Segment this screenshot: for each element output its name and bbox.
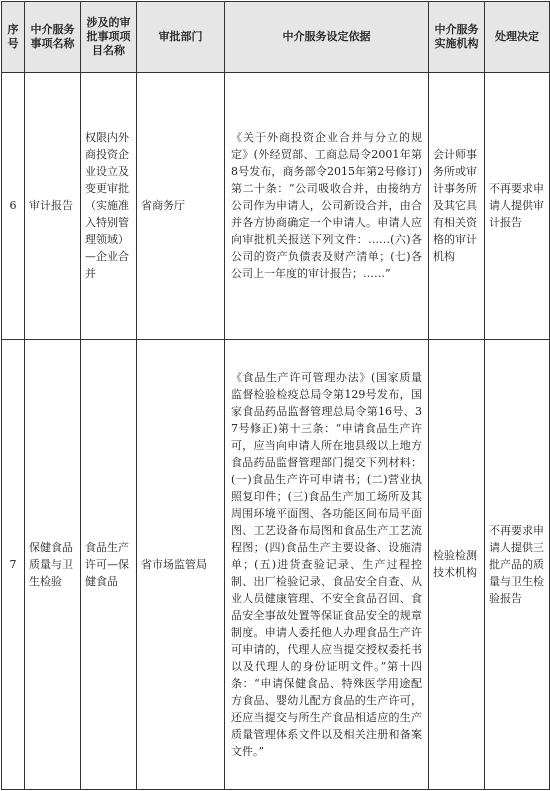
table-row [2, 339, 550, 789]
cell-decision: 不再要求申请人提供审计报告 [485, 73, 550, 340]
cell-service-name: 审计报告 [25, 73, 81, 340]
header-approval-item: 涉及的审批事项项目名称 [81, 2, 137, 73]
table-row [2, 73, 550, 340]
document-page [1, 1, 549, 790]
header-serial-number: 序号 [2, 2, 25, 73]
cell-approval-item: 食品生产许可—保健食品 [81, 339, 137, 789]
cell-department: 省市场监管局 [137, 339, 225, 789]
cell-department: 省商务厅 [137, 73, 225, 340]
header-institution: 中介服务实施机构 [429, 2, 485, 73]
cell-institution: 检验检测技术机构 [429, 339, 485, 789]
cell-institution: 会计师事务所或审计事务所及其它具有相关资格的审计机构 [429, 73, 485, 340]
header-basis: 中介服务设定依据 [225, 2, 429, 73]
cell-serial-number: 6 [2, 73, 25, 340]
header-department: 审批部门 [137, 2, 225, 73]
header-row [2, 2, 550, 73]
cell-approval-item: 权限内外商投资企业设立及变更审批（实施准入特别管理领域）—企业合并 [81, 73, 137, 340]
header-decision: 处理决定 [485, 2, 550, 73]
cell-decision: 不再要求申请人提供三批产品的质量与卫生检验报告 [485, 339, 550, 789]
cell-serial-number: 7 [2, 339, 25, 789]
header-service-name: 中介服务事项名称 [25, 2, 81, 73]
cell-basis: 《关于外商投资企业合并与分立的规定》(外经贸部、工商总局令2001年第8号发布，商务部令2015年第2号修订)第二十条：“公司吸收合并，由接纳方公司作为申请人，公司新设合并，由合并各方协商确定一个申请人。申请人应向审批机关报送下列文件：……(六)各公司的资产负债表及财产清单；(七)各公司上一年度的审计报告；……” [225, 73, 429, 340]
cell-service-name: 保健食品质量与卫生检验 [25, 339, 81, 789]
cell-basis: 《食品生产许可管理办法》(国家质量监督检验检疫总局令第129号发布，国家食品药品监督管理总局令第16号、37号修正)第十三条：“申请食品生产许可，应当向申请人所在地县级以上地方食品药品监督管理部门提交下列材料：(一)食品生产许可申请书；(二)营业执照复印件；(三)食品生产加工场所及其周围环境平面图、各功能区间布局平面图、工艺设备布局图和食品生产工艺流程图；(四)食品生产主要设备、设施清单；(五)进货查验记录、生产过程控制、出厂检验记录、食品安全自查、从业人员健康管理、不安全食品召回、食品安全事故处置等保证食品安全的规章制度。申请人委托他人办理食品生产许可申请的，代理人应当提交授权委托书以及代理人的身份证明文件。”第十四条：“申请保健食品、特殊医学用途配方食品、婴幼儿配方食品的生产许可，还应当提交与所生产食品相适应的生产质量管理体系文件以及相关注册和备案文件。” [225, 339, 429, 789]
intermediary-services-table [1, 1, 550, 790]
